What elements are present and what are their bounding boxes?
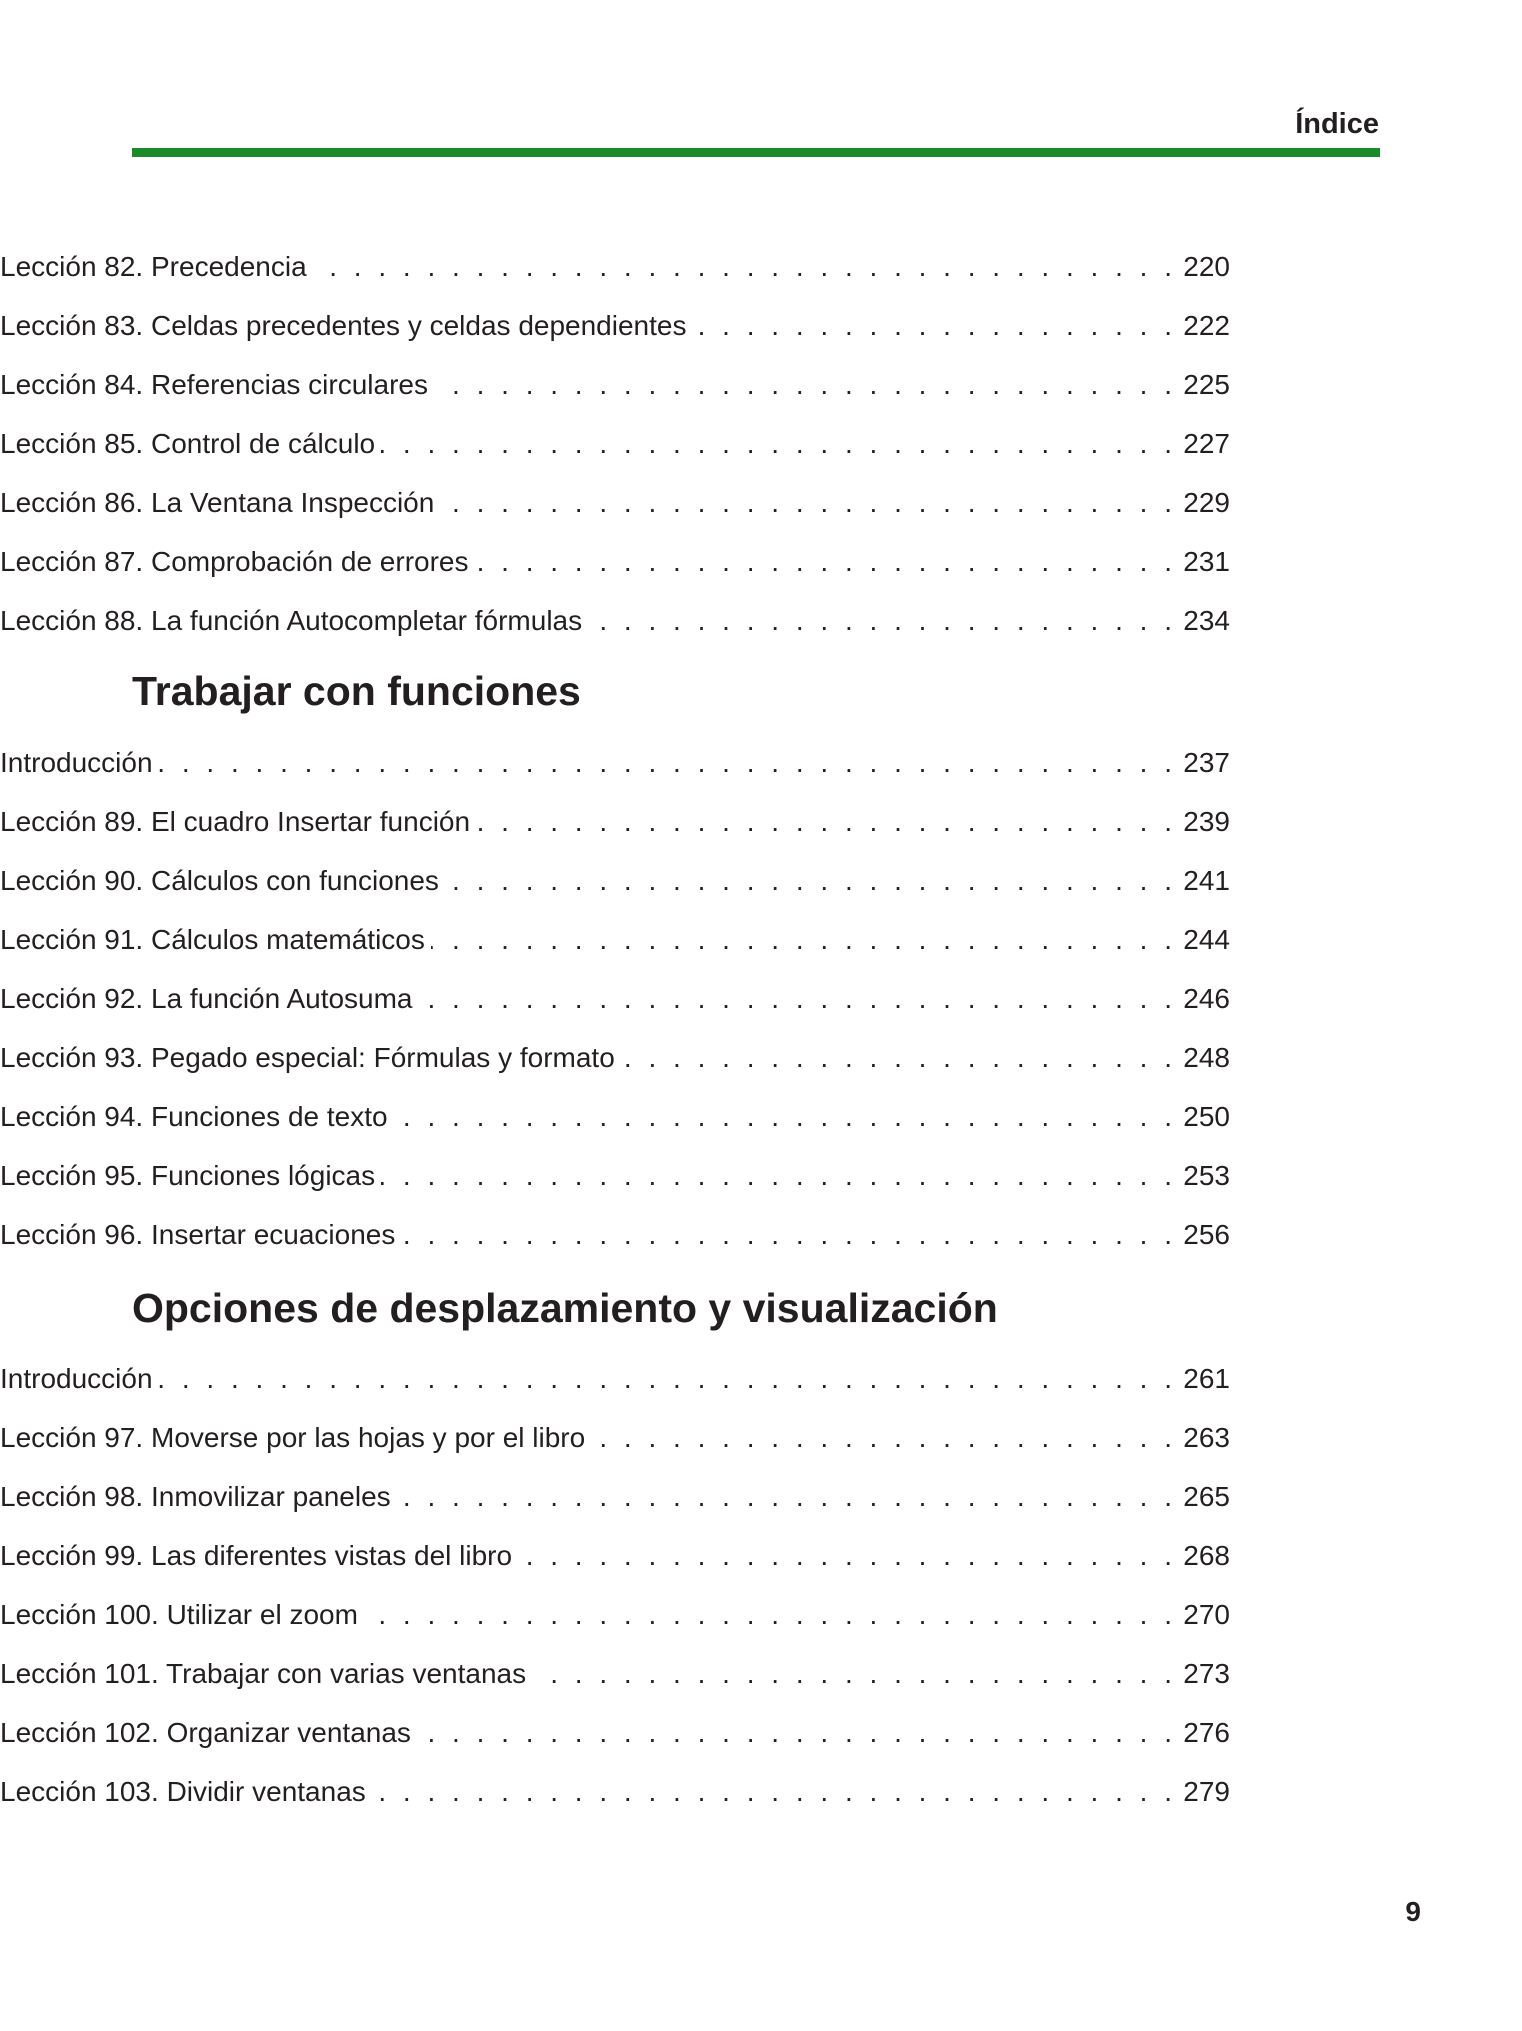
dot-leader bbox=[440, 483, 1172, 523]
toc-entry-label: Lección 82. Precedencia bbox=[0, 251, 307, 282]
toc-entry-page: 231 bbox=[1183, 546, 1230, 577]
toc-entry bbox=[0, 802, 1230, 842]
toc-entry bbox=[0, 1418, 1230, 1458]
toc-entry-label: Lección 95. Funciones lógicas bbox=[0, 1160, 376, 1191]
dot-leader bbox=[591, 1418, 1172, 1458]
toc-entry-label: Introducción bbox=[0, 747, 153, 778]
dot-leader bbox=[419, 979, 1172, 1019]
toc-entry-label: Lección 86. La Ventana Inspección bbox=[0, 487, 435, 518]
toc-entry-page: 270 bbox=[1183, 1599, 1230, 1630]
dot-leader bbox=[394, 1097, 1172, 1137]
toc-entry-label: Lección 87. Comprobación de errores bbox=[0, 546, 469, 577]
toc-entry-page: 246 bbox=[1183, 983, 1230, 1014]
toc-entry-page: 244 bbox=[1183, 924, 1230, 955]
dot-leader bbox=[159, 1359, 1172, 1399]
toc-entry-page: 256 bbox=[1183, 1219, 1230, 1250]
section-heading: Trabajar con funciones bbox=[132, 668, 581, 714]
toc-entry-page: 220 bbox=[1183, 251, 1230, 282]
dot-leader bbox=[313, 247, 1172, 287]
dot-leader bbox=[518, 1536, 1172, 1576]
dot-leader bbox=[621, 1038, 1172, 1078]
toc-entry-page: 237 bbox=[1183, 747, 1230, 778]
running-header-title: Índice bbox=[1295, 108, 1379, 140]
toc-entry-page: 222 bbox=[1183, 310, 1230, 341]
toc-entry-page: 253 bbox=[1183, 1160, 1230, 1191]
toc-entry-label: Lección 93. Pegado especial: Fórmulas y formato bbox=[0, 1042, 615, 1073]
toc-entry-page: 239 bbox=[1183, 806, 1230, 837]
toc-entry-page: 263 bbox=[1183, 1422, 1230, 1453]
toc-entry bbox=[0, 861, 1230, 901]
toc-entry-label: Lección 96. Insertar ecuaciones bbox=[0, 1219, 396, 1250]
toc-entry bbox=[0, 1713, 1230, 1753]
toc-entry-label: Lección 99. Las diferentes vistas del libro bbox=[0, 1540, 513, 1571]
toc-entry-label: Lección 84. Referencias circulares bbox=[0, 369, 428, 400]
toc-entry-label: Lección 94. Funciones de texto bbox=[0, 1101, 388, 1132]
dot-leader bbox=[445, 861, 1172, 901]
toc-entry-label: Lección 98. Inmovilizar paneles bbox=[0, 1481, 391, 1512]
toc-entry-label: Lección 90. Cálculos con funciones bbox=[0, 865, 439, 896]
toc-entry bbox=[0, 365, 1230, 405]
toc-entry-label: Lección 83. Celdas precedentes y celdas dependientes bbox=[0, 310, 687, 341]
toc-entry bbox=[0, 424, 1230, 464]
dot-leader bbox=[588, 601, 1172, 641]
toc-entry bbox=[0, 601, 1230, 641]
toc-entry bbox=[0, 743, 1230, 783]
toc-entry-label: Introducción bbox=[0, 1363, 153, 1394]
toc-entry bbox=[0, 1215, 1230, 1255]
dot-leader bbox=[431, 920, 1172, 960]
toc-entry-label: Lección 102. Organizar ventanas bbox=[0, 1717, 411, 1748]
toc-entry-label: Lección 92. La función Autosuma bbox=[0, 983, 413, 1014]
toc-entry bbox=[0, 1772, 1230, 1812]
toc-entry bbox=[0, 306, 1230, 346]
toc-entry-label: Lección 100. Utilizar el zoom bbox=[0, 1599, 358, 1630]
toc-entry bbox=[0, 1654, 1230, 1694]
toc-entry-page: 273 bbox=[1183, 1658, 1230, 1689]
dot-leader bbox=[417, 1713, 1172, 1753]
toc-entry-label: Lección 101. Trabajar con varias ventanas bbox=[0, 1658, 527, 1689]
toc-entry bbox=[0, 920, 1230, 960]
toc-entry-page: 265 bbox=[1183, 1481, 1230, 1512]
toc-entry bbox=[0, 483, 1230, 523]
toc-entry bbox=[0, 542, 1230, 582]
toc-entry bbox=[0, 1536, 1230, 1576]
toc-entry bbox=[0, 1038, 1230, 1078]
toc-entry-page: 229 bbox=[1183, 487, 1230, 518]
page-number: 9 bbox=[1405, 1896, 1421, 1927]
toc-entry-page: 225 bbox=[1183, 369, 1230, 400]
toc-entry-page: 241 bbox=[1183, 865, 1230, 896]
toc-entry-page: 279 bbox=[1183, 1776, 1230, 1807]
toc-entry bbox=[0, 247, 1230, 287]
toc-entry-page: 248 bbox=[1183, 1042, 1230, 1073]
toc-entry-page: 276 bbox=[1183, 1717, 1230, 1748]
dot-leader bbox=[692, 306, 1172, 346]
dot-leader bbox=[434, 365, 1172, 405]
dot-leader bbox=[381, 424, 1172, 464]
dot-leader bbox=[159, 743, 1172, 783]
dot-leader bbox=[397, 1477, 1172, 1517]
toc-entry-label: Lección 88. La función Autocompletar fórmulas bbox=[0, 605, 583, 636]
dot-leader bbox=[476, 802, 1172, 842]
dot-leader bbox=[401, 1215, 1172, 1255]
toc-entry bbox=[0, 1359, 1230, 1399]
toc-entry-page: 250 bbox=[1183, 1101, 1230, 1132]
toc-entry-label: Lección 89. El cuadro Insertar función bbox=[0, 806, 471, 837]
toc-entry-page: 234 bbox=[1183, 605, 1230, 636]
toc-entry-label: Lección 97. Moverse por las hojas y por el libro bbox=[0, 1422, 586, 1453]
toc-entry-page: 268 bbox=[1183, 1540, 1230, 1571]
toc-entry-label: Lección 85. Control de cálculo bbox=[0, 428, 376, 459]
dot-leader bbox=[381, 1156, 1172, 1196]
toc-entry-label: Lección 103. Dividir ventanas bbox=[0, 1776, 366, 1807]
dot-leader bbox=[474, 542, 1172, 582]
section-heading: Opciones de desplazamiento y visualización bbox=[132, 1285, 998, 1331]
header-rule bbox=[132, 148, 1380, 157]
toc-entry-page: 261 bbox=[1183, 1363, 1230, 1394]
toc-entry-page: 227 bbox=[1183, 428, 1230, 459]
toc-entry-label: Lección 91. Cálculos matemáticos bbox=[0, 924, 425, 955]
toc-entry bbox=[0, 1156, 1230, 1196]
toc-entry bbox=[0, 1097, 1230, 1137]
toc-entry bbox=[0, 1595, 1230, 1635]
toc-entry bbox=[0, 979, 1230, 1019]
toc-entry bbox=[0, 1477, 1230, 1517]
dot-leader bbox=[364, 1595, 1172, 1635]
dot-leader bbox=[372, 1772, 1172, 1812]
dot-leader bbox=[532, 1654, 1172, 1694]
